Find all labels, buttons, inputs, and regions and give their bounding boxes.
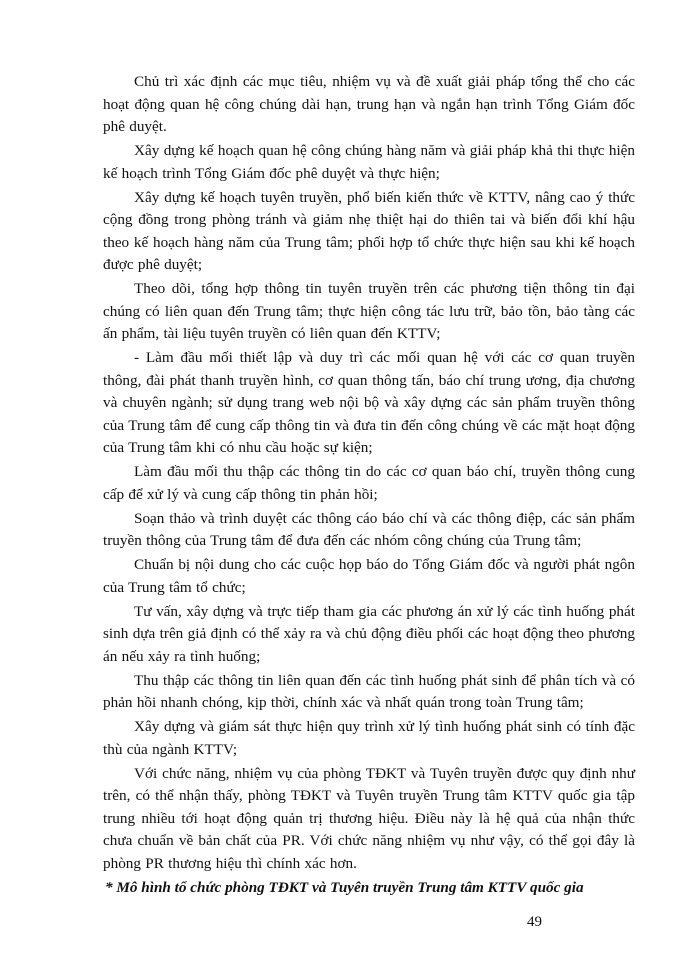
paragraph-10: Thu thập các thông tin liên quan đến các tình huống phát sinh để phân tích và có phản hồi nhanh chóng, kịp thời, chính xác và nhất quán trong toàn Trung tâm; bbox=[103, 671, 635, 711]
paragraph-6: Làm đầu mối thu thập các thông tin do các cơ quan báo chí, truyền thông cung cấp để xử lý và cung cấp thông tin phản hồi; bbox=[103, 463, 635, 503]
paragraph-8: Chuẩn bị nội dung cho các cuộc họp báo do Tổng Giám đốc và người phát ngôn của Trung tâm tổ chức; bbox=[103, 556, 635, 596]
paragraph-4: Theo dõi, tổng hợp thông tin tuyên truyền trên các phương tiện thông tin đại chúng có liên quan đến Trung tâm; thực hiện công tác lưu trữ, bảo tồn, bảo tàng các ấn phẩm, tài liệu tuyên truyền có liên quan đến KTTV; bbox=[103, 280, 635, 342]
paragraph-11: Xây dựng và giám sát thực hiện quy trình xử lý tình huống phát sinh có tính đặc thù của ngành KTTV; bbox=[103, 718, 635, 758]
page-number: 49 bbox=[527, 914, 542, 930]
paragraph-1: Chủ trì xác định các mục tiêu, nhiệm vụ và đề xuất giải pháp tổng thể cho các hoạt động quan hệ công chúng dài hạn, trung hạn và ngắn hạn trình Tổng Giám đốc phê duyệt. bbox=[103, 73, 635, 135]
paragraph-5: - Làm đầu mối thiết lập và duy trì các mối quan hệ với các cơ quan truyền thông, đài phát thanh truyền hình, cơ quan thông tấn, báo chí trung ương, địa chương và chuyên ngành; sử dụng trang web nội bộ và xây dựng các sản phẩm truyền thông của Trung tâm để cung cấp thông tin và đưa tin đến công chúng về các mặt hoạt động của Trung tâm khi có nhu cầu hoặc sự kiện; bbox=[103, 349, 635, 456]
paragraph-7: Soạn thảo và trình duyệt các thông cáo báo chí và các thông điệp, các sản phẩm truyền thông của Trung tâm để đưa đến các nhóm công chúng của Trung tâm; bbox=[103, 509, 635, 549]
document-body bbox=[103, 71, 635, 900]
paragraph-12: Với chức năng, nhiệm vụ của phòng TĐKT và Tuyên truyền được quy định như trên, có thể nhận thấy, phòng TĐKT và Tuyên truyền Trung tâm KTTV quốc gia tập trung nhiều tới hoạt động quản trị thương hiệu. Điều này là hệ quả của nhận thức chưa chuẩn về bản chất của PR. Với chức năng nhiệm vụ như vậy, có thể gọi đây là phòng PR thương hiệu thì chính xác hơn. bbox=[103, 764, 635, 872]
section-heading: * Mô hình tổ chức phòng TĐKT và Tuyên truyền Trung tâm KTTV quốc gia bbox=[105, 879, 584, 896]
paragraph-9: Tư vấn, xây dựng và trực tiếp tham gia các phương án xử lý các tình huống phát sinh dựa trên giả định có thể xảy ra và chủ động điều phối các hoạt động theo phương án nếu xảy ra tình huống; bbox=[103, 602, 635, 665]
paragraph-2: Xây dựng kế hoạch quan hệ công chúng hàng năm và giải pháp khả thi thực hiện kế hoạch trình Tổng Giám đốc phê duyệt và thực hiện; bbox=[103, 142, 635, 182]
paragraph-3: Xây dựng kế hoạch tuyên truyền, phổ biến kiến thức về KTTV, nâng cao ý thức cộng đồng trong phòng tránh và giảm nhẹ thiệt hại do thiên tai và biến đổi khí hậu theo kế hoạch hàng năm của Trung tâm; phối hợp tổ chức thực hiện sau khi kế hoạch được phê duyệt; bbox=[103, 188, 635, 273]
